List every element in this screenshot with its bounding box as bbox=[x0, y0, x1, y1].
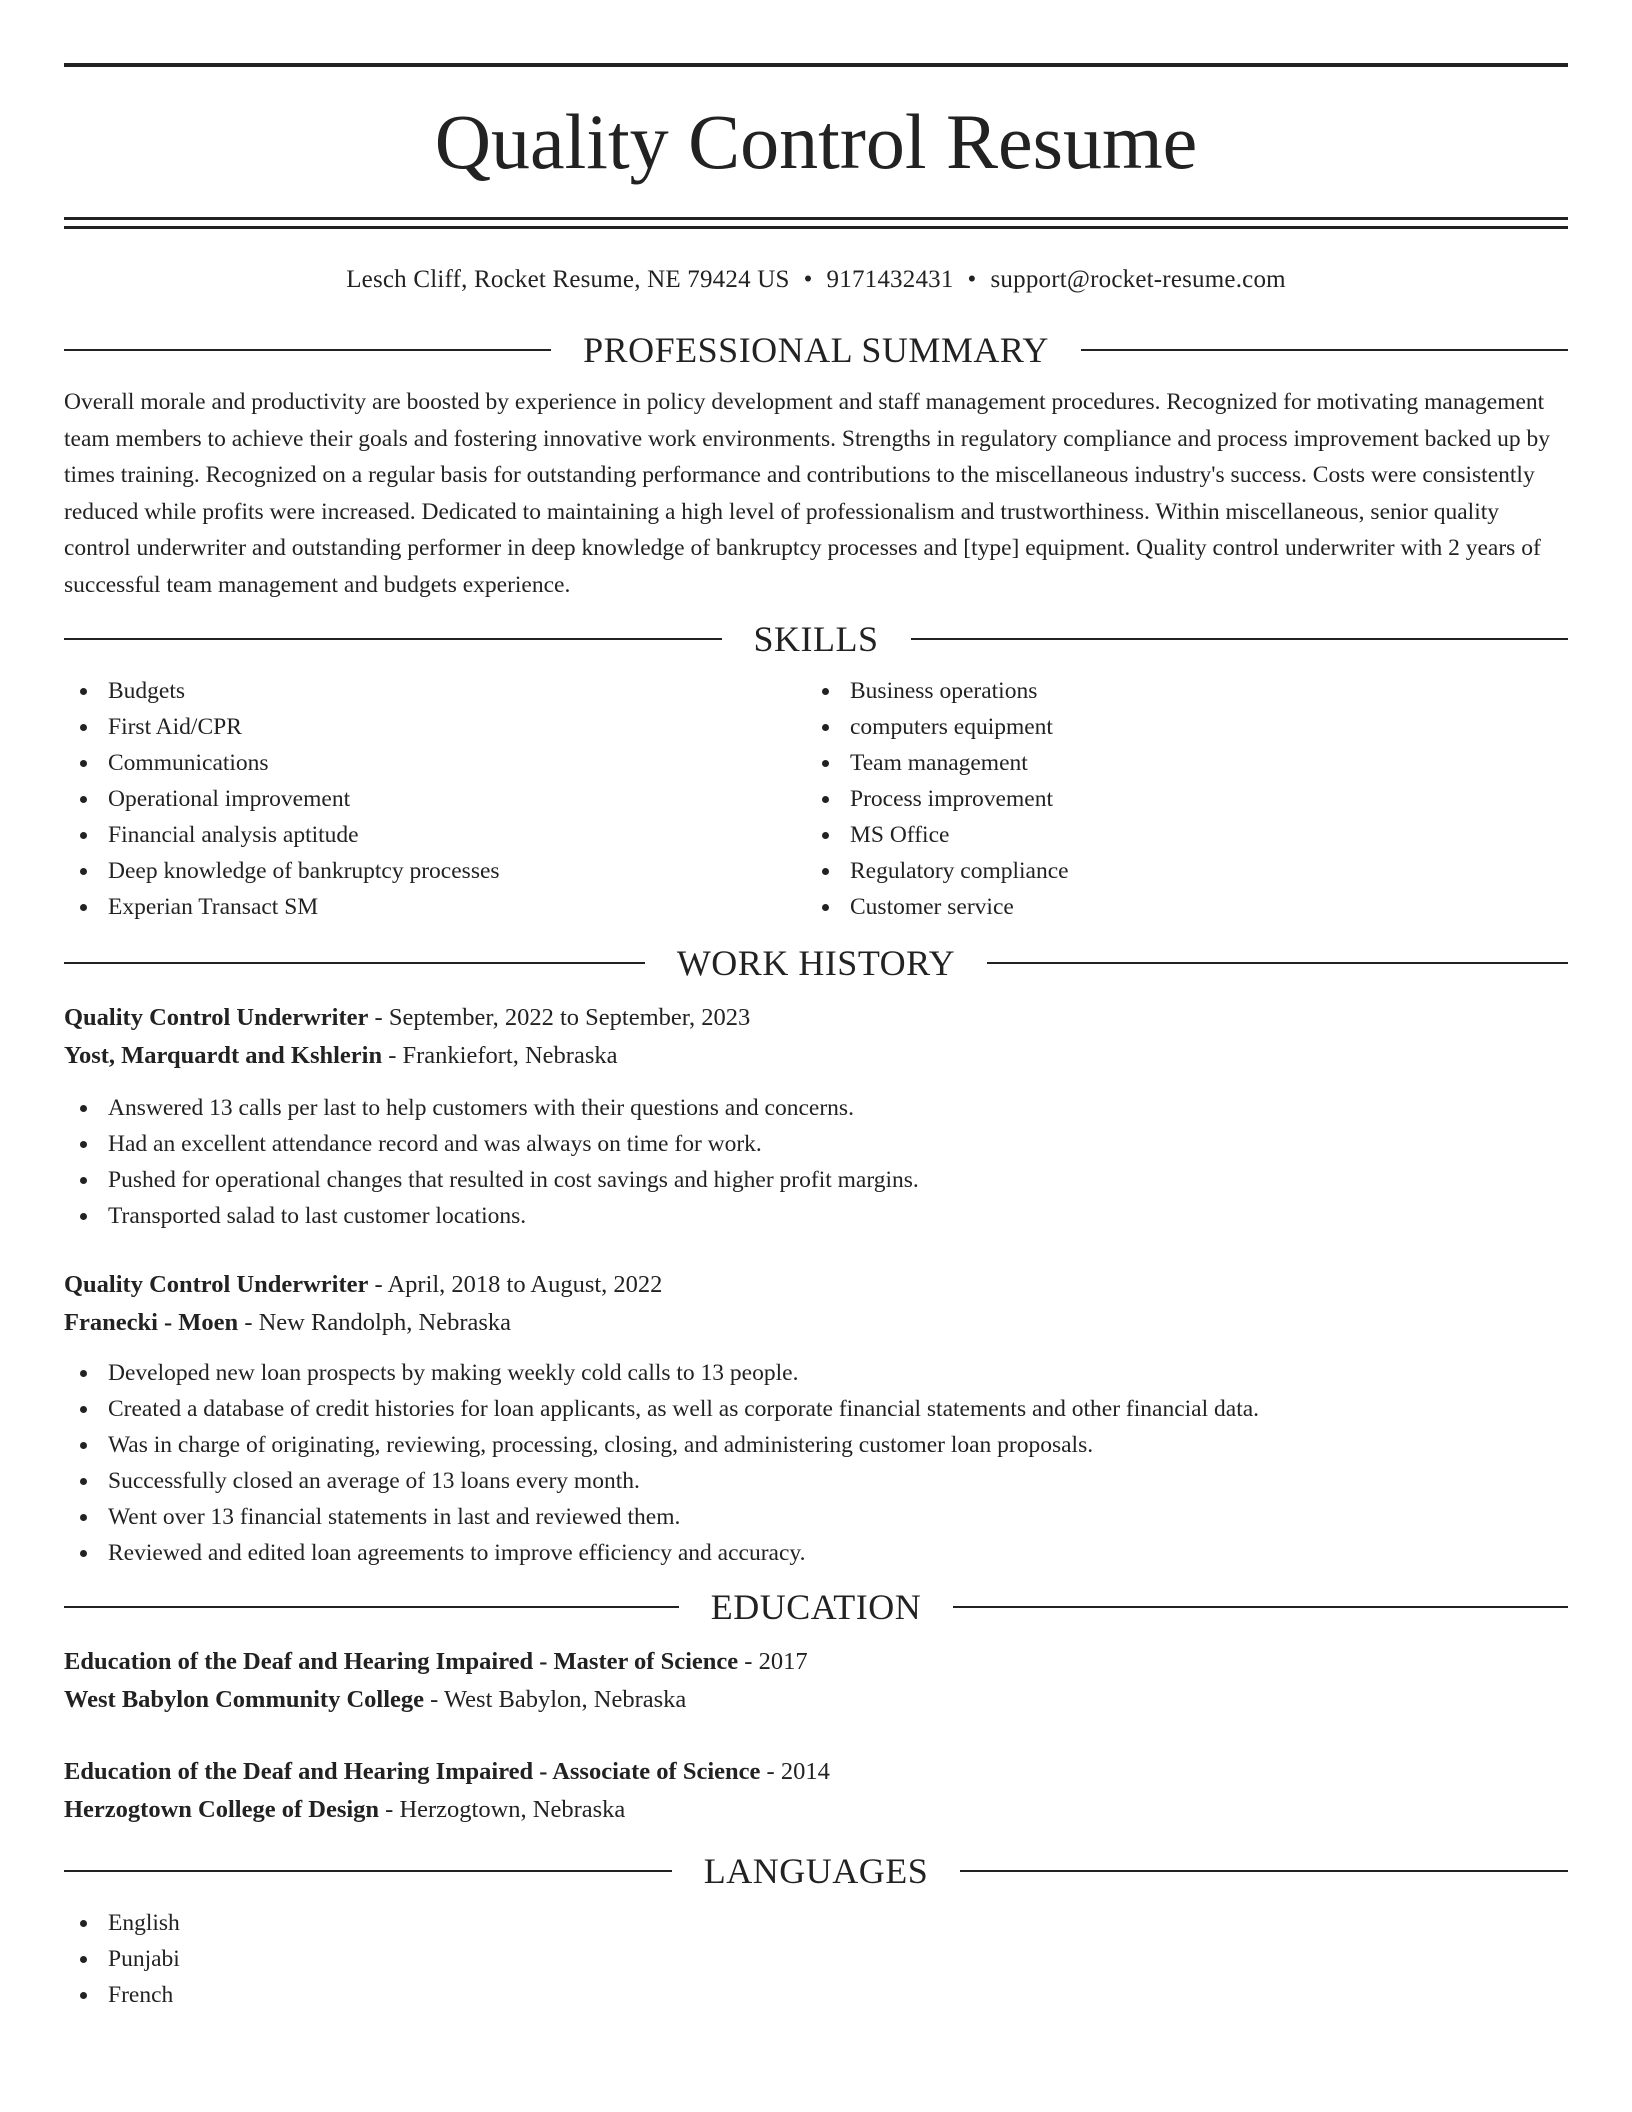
job-location: - Frankiefort, Nebraska bbox=[382, 1042, 618, 1069]
section-title: LANGUAGES bbox=[703, 1851, 929, 1891]
skill-item: Operational improvement bbox=[64, 781, 806, 817]
school-line bbox=[64, 1791, 1568, 1829]
job-company-line bbox=[64, 1304, 1568, 1342]
duty-item: Had an excellent attendance record and was always on time for work. bbox=[64, 1126, 1568, 1162]
school-location: - West Babylon, Nebraska bbox=[424, 1686, 687, 1713]
skill-item: Financial analysis aptitude bbox=[64, 817, 806, 853]
divider-line bbox=[64, 962, 645, 964]
divider-line bbox=[64, 638, 722, 640]
divider-line bbox=[953, 1606, 1568, 1608]
job-title: Quality Control Underwriter bbox=[64, 1271, 369, 1298]
job-title: Quality Control Underwriter bbox=[64, 1004, 369, 1031]
divider-line bbox=[960, 1870, 1568, 1872]
skill-item: Experian Transact SM bbox=[64, 889, 806, 925]
title-double-rule bbox=[64, 217, 1568, 229]
school: Herzogtown College of Design bbox=[64, 1796, 380, 1823]
skill-item: First Aid/CPR bbox=[64, 709, 806, 745]
skill-item: Team management bbox=[806, 745, 1548, 781]
job-company: Yost, Marquardt and Kshlerin bbox=[64, 1042, 383, 1069]
section-header-work bbox=[64, 941, 1568, 985]
degree: Education of the Deaf and Hearing Impaired - Master of Science bbox=[64, 1648, 739, 1675]
job-dates: - April, 2018 to August, 2022 bbox=[368, 1271, 663, 1298]
resume-title: Quality Control Resume bbox=[434, 98, 1198, 185]
skills-column-right bbox=[806, 673, 1548, 925]
degree-line bbox=[64, 1753, 1568, 1791]
skills-column-left bbox=[64, 673, 806, 925]
degree-line bbox=[64, 1643, 1568, 1681]
skill-item: Business operations bbox=[806, 673, 1548, 709]
job-company-line bbox=[64, 1037, 1568, 1075]
resume-page bbox=[64, 0, 1568, 2013]
school: West Babylon Community College bbox=[64, 1686, 425, 1713]
skills-grid bbox=[64, 673, 1568, 925]
section-title: EDUCATION bbox=[710, 1587, 922, 1627]
skill-item: Communications bbox=[64, 745, 806, 781]
degree-year: - 2014 bbox=[760, 1758, 830, 1785]
divider-line bbox=[987, 962, 1568, 964]
job-duties bbox=[64, 1090, 1568, 1234]
job-company: Franecki - Moen bbox=[64, 1309, 239, 1336]
duty-item: Pushed for operational changes that resulted in cost savings and higher profit margins. bbox=[64, 1162, 1568, 1198]
contact-email[interactable]: support@rocket-resume.com bbox=[990, 266, 1286, 293]
skill-item: computers equipment bbox=[806, 709, 1548, 745]
contact-separator: • bbox=[803, 266, 813, 293]
duty-item: Successfully closed an average of 13 loans every month. bbox=[64, 1463, 1568, 1499]
summary-text: Overall morale and productivity are boosted by experience in policy development and staff management procedures. Recognized for motivating management team members to achieve their goals and fostering innovative work environments. Strengths in regulatory compliance and process improvement backed up by times training. Recognized on a regular basis for outstanding performance and contributions to the miscellaneous industry's success. Costs were consistently reduced while profits were increased. Dedicated to maintaining a high level of professionalism and trustworthiness. Within miscellaneous, senior quality control underwriter and outstanding performer in deep knowledge of bankruptcy processes and [type] equipment. Quality control underwriter with 2 years of successful team management and budgets experience. bbox=[64, 389, 1550, 598]
duty-item: Transported salad to last customer locations. bbox=[64, 1198, 1568, 1234]
top-rule bbox=[64, 63, 1568, 67]
contact-address: Lesch Cliff, Rocket Resume, NE 79424 US bbox=[346, 266, 790, 293]
job-entry bbox=[64, 1266, 1568, 1571]
divider-line bbox=[1081, 349, 1568, 351]
job-title-line bbox=[64, 999, 1568, 1037]
degree: Education of the Deaf and Hearing Impaired - Associate of Science bbox=[64, 1758, 761, 1785]
duty-item: Went over 13 financial statements in last and reviewed them. bbox=[64, 1499, 1568, 1535]
degree-year: - 2017 bbox=[738, 1648, 808, 1675]
school-location: - Herzogtown, Nebraska bbox=[379, 1796, 626, 1823]
education-entry bbox=[64, 1643, 1568, 1719]
duty-item: Created a database of credit histories for loan applicants, as well as corporate financial statements and other financial data. bbox=[64, 1391, 1568, 1427]
skill-item: Customer service bbox=[806, 889, 1548, 925]
skill-item: Budgets bbox=[64, 673, 806, 709]
section-header-skills bbox=[64, 617, 1568, 661]
section-title: WORK HISTORY bbox=[676, 943, 956, 983]
job-location: - New Randolph, Nebraska bbox=[238, 1309, 512, 1336]
language-item: English bbox=[64, 1905, 1568, 1941]
education-entry bbox=[64, 1753, 1568, 1829]
contact-separator: • bbox=[967, 266, 977, 293]
section-header-languages bbox=[64, 1849, 1568, 1893]
duty-item: Was in charge of originating, reviewing, processing, closing, and administering customer loan proposals. bbox=[64, 1427, 1568, 1463]
divider-line bbox=[911, 638, 1569, 640]
skill-item: Process improvement bbox=[806, 781, 1548, 817]
section-header-education bbox=[64, 1585, 1568, 1629]
language-item: Punjabi bbox=[64, 1941, 1568, 1977]
school-line bbox=[64, 1681, 1568, 1719]
skill-item: Deep knowledge of bankruptcy processes bbox=[64, 853, 806, 889]
job-title-line bbox=[64, 1266, 1568, 1304]
divider-line bbox=[64, 1870, 672, 1872]
job-entry bbox=[64, 999, 1568, 1234]
job-duties bbox=[64, 1355, 1568, 1571]
skill-item: Regulatory compliance bbox=[806, 853, 1548, 889]
duty-item: Developed new loan prospects by making weekly cold calls to 13 people. bbox=[64, 1355, 1568, 1391]
section-title: PROFESSIONAL SUMMARY bbox=[583, 330, 1049, 370]
duty-item: Reviewed and edited loan agreements to improve efficiency and accuracy. bbox=[64, 1535, 1568, 1571]
contact-line bbox=[64, 265, 1568, 295]
duty-item: Answered 13 calls per last to help customers with their questions and concerns. bbox=[64, 1090, 1568, 1126]
skill-item: MS Office bbox=[806, 817, 1548, 853]
language-item: French bbox=[64, 1977, 1568, 2013]
divider-line bbox=[64, 349, 551, 351]
section-title: SKILLS bbox=[753, 619, 879, 659]
job-dates: - September, 2022 to September, 2023 bbox=[368, 1004, 751, 1031]
divider-line bbox=[64, 1606, 679, 1608]
contact-phone[interactable]: 9171432431 bbox=[826, 266, 954, 293]
section-header-summary bbox=[64, 328, 1568, 372]
languages-list bbox=[64, 1905, 1568, 2013]
